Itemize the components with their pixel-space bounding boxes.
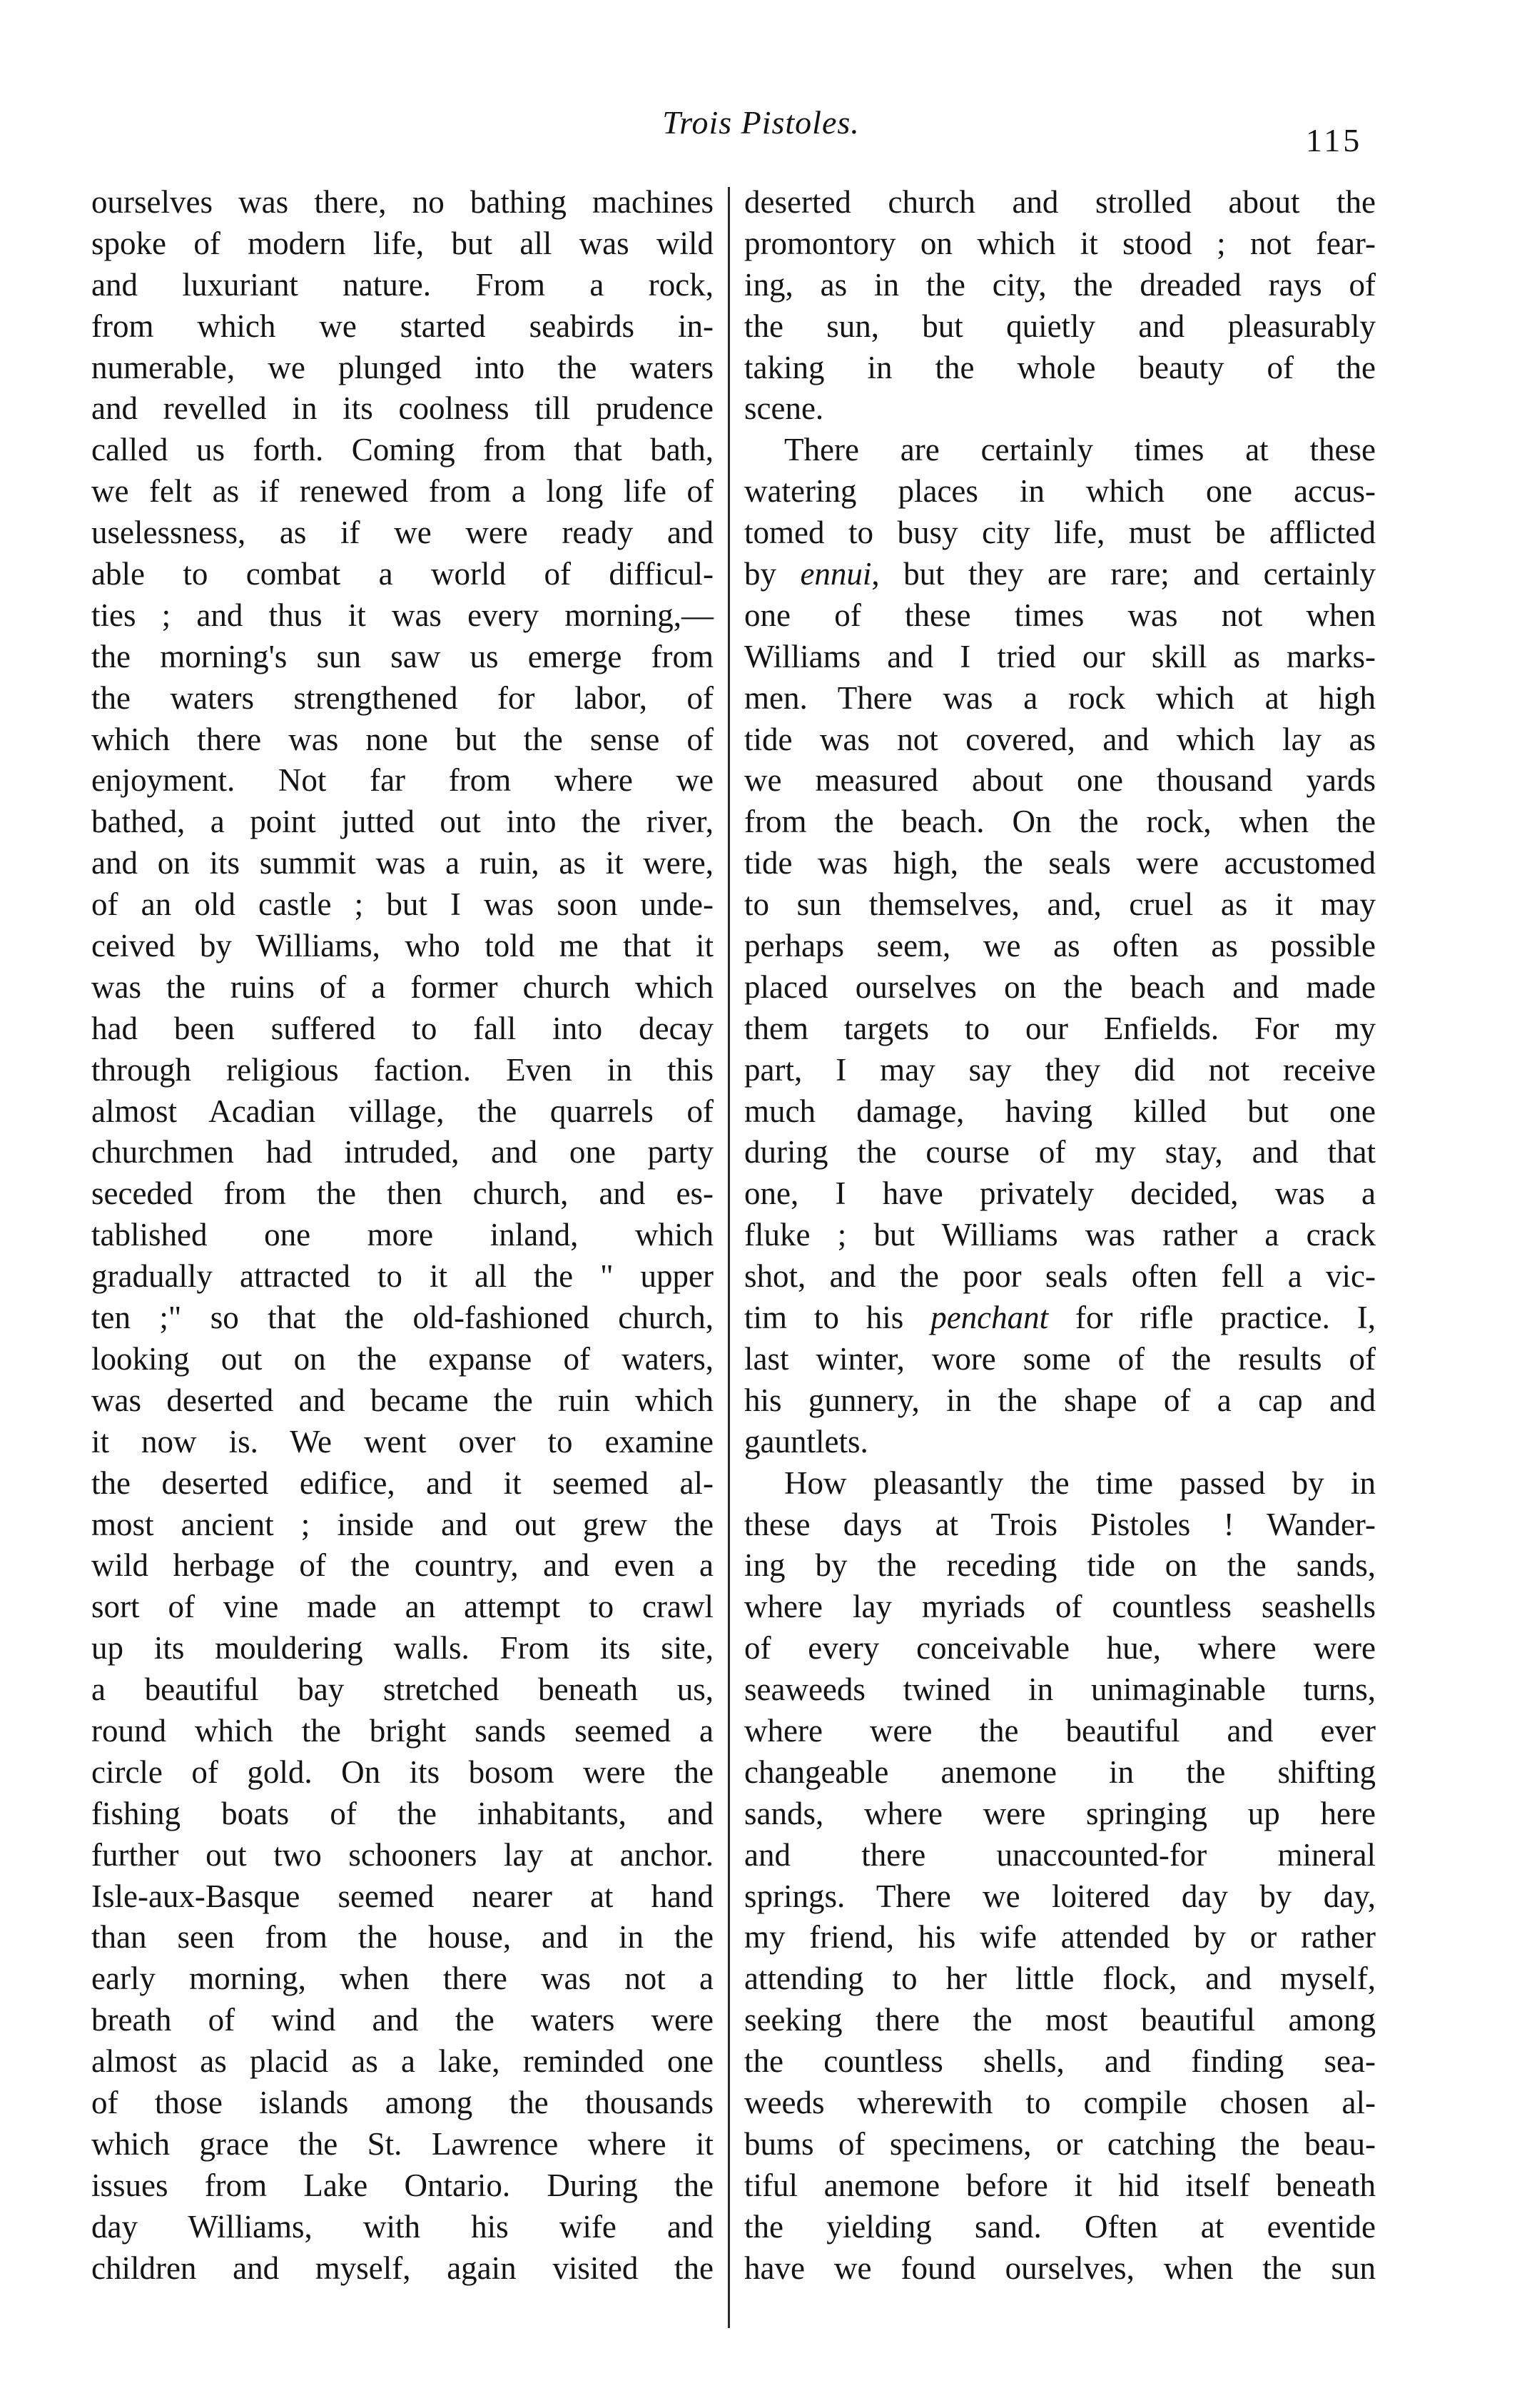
page-number: 115 <box>1306 122 1363 158</box>
text-line: the countless shells, and finding sea- <box>744 2043 1376 2080</box>
text-line: tomed to busy city life, must be afflicted <box>744 515 1376 551</box>
text-line: the morning's sun saw us emerge from <box>91 638 714 674</box>
text-line: There are certainly times at these <box>784 432 1376 468</box>
text-line: which there was none but the sense of <box>91 721 714 757</box>
text-line: tide was high, the seals were accustomed <box>744 845 1376 881</box>
column-divider <box>728 187 730 2328</box>
text-line: scene. <box>744 390 824 427</box>
text-line: round which the bright sands seemed a <box>91 1712 714 1749</box>
text-line: it now is. We went over to examine <box>91 1423 714 1460</box>
text-line: breath of wind and the waters were <box>91 2002 714 2038</box>
running-head-title: Trois Pistoles. <box>662 104 860 141</box>
text-line: seceded from the then church, and es- <box>91 1175 714 1212</box>
text-line: Williams and I tried our skill as marks- <box>744 638 1376 674</box>
text-line: last winter, wore some of the results of <box>744 1340 1376 1377</box>
text-line: wild herbage of the country, and even a <box>91 1547 714 1584</box>
text-line: seaweeds twined in unimaginable turns, <box>744 1671 1376 1708</box>
text-line: much damage, having killed but one <box>744 1093 1376 1129</box>
text-line: tim to his penchant for rifle practice. I, <box>744 1300 1376 1336</box>
text-line: promontory on which it stood ; not fear- <box>744 225 1376 261</box>
text-line: perhaps seem, we as often as possible <box>744 928 1376 964</box>
text-line: fluke ; but Williams was rather a crack <box>744 1217 1376 1253</box>
text-line: shot, and the poor seals often fell a vic- <box>744 1258 1376 1295</box>
text-line: seeking there the most beautiful among <box>744 2002 1376 2038</box>
text-line: the yielding sand. Often at eventide <box>744 2208 1376 2245</box>
text-line: of every conceivable hue, where were <box>744 1630 1376 1666</box>
left-text-column <box>91 182 714 2289</box>
text-line: looking out on the expanse of waters, <box>91 1340 714 1377</box>
text-line: men. There was a rock which at high <box>744 679 1376 716</box>
text-line: had been suffered to fall into decay <box>91 1010 714 1046</box>
text-line: gauntlets. <box>744 1423 868 1460</box>
text-line: by ennui, but they are rare; and certainly <box>744 556 1376 592</box>
text-line: most ancient ; inside and out grew the <box>91 1506 714 1542</box>
text-line: and luxuriant nature. From a rock, <box>91 266 714 303</box>
text-line: his gunnery, in the shape of a cap and <box>744 1382 1376 1418</box>
text-line: children and myself, again visited the <box>91 2250 714 2286</box>
text-line: ing, as in the city, the dreaded rays of <box>744 266 1376 303</box>
text-line: was the ruins of a former church which <box>91 968 714 1005</box>
text-line: almost Acadian village, the quarrels of <box>91 1093 714 1129</box>
text-line: sands, where were springing up here <box>744 1795 1376 1831</box>
text-line: uselessness, as if we were ready and <box>91 515 714 551</box>
text-line: which grace the St. Lawrence where it <box>91 2125 714 2162</box>
text-line: to sun themselves, and, cruel as it may <box>744 886 1376 923</box>
text-line: have we found ourselves, when the sun <box>744 2250 1376 2286</box>
right-text-column <box>744 182 1376 2289</box>
text-line: the deserted edifice, and it seemed al- <box>91 1464 714 1501</box>
text-line: sort of vine made an attempt to crawl <box>91 1589 714 1625</box>
text-line: we measured about one thousand yards <box>744 762 1376 799</box>
text-line: circle of gold. On its bosom were the <box>91 1754 714 1790</box>
text-line: my friend, his wife attended by or rather <box>744 1919 1376 1956</box>
text-line: tiful anemone before it hid itself beneath <box>744 2167 1376 2203</box>
text-line: enjoyment. Not far from where we <box>91 762 714 799</box>
text-line: during the course of my stay, and that <box>744 1134 1376 1170</box>
text-line: fishing boats of the inhabitants, and <box>91 1795 714 1831</box>
text-line: one of these times was not when <box>744 597 1376 633</box>
text-line: was deserted and became the ruin which <box>91 1382 714 1418</box>
text-line: How pleasantly the time passed by in <box>784 1464 1376 1501</box>
text-line: ceived by Williams, who told me that it <box>91 928 714 964</box>
text-line: ing by the receding tide on the sands, <box>744 1547 1376 1584</box>
text-line: from which we started seabirds in- <box>91 308 714 344</box>
text-line: of those islands among the thousands <box>91 2084 714 2120</box>
text-line: one, I have privately decided, was a <box>744 1175 1376 1212</box>
text-line: through religious faction. Even in this <box>91 1051 714 1088</box>
text-line: where were the beautiful and ever <box>744 1712 1376 1749</box>
text-line: ties ; and thus it was every morning,— <box>91 597 714 633</box>
text-line: of an old castle ; but I was soon unde- <box>91 886 714 923</box>
text-line: churchmen had intruded, and one party <box>91 1134 714 1170</box>
text-line: these days at Trois Pistoles ! Wander- <box>744 1506 1376 1542</box>
text-line: bums of specimens, or catching the beau- <box>744 2125 1376 2162</box>
text-line: we felt as if renewed from a long life of <box>91 473 714 510</box>
text-line: day Williams, with his wife and <box>91 2208 714 2245</box>
text-line: changeable anemone in the shifting <box>744 1754 1376 1790</box>
text-line: a beautiful bay stretched beneath us, <box>91 1671 714 1708</box>
text-line: spoke of modern life, but all was wild <box>91 225 714 261</box>
text-line: able to combat a world of difficul- <box>91 556 714 592</box>
text-line: the waters strengthened for labor, of <box>91 679 714 716</box>
text-line: part, I may say they did not receive <box>744 1051 1376 1088</box>
text-line: further out two schooners lay at anchor. <box>91 1836 714 1873</box>
text-line: and on its summit was a ruin, as it were, <box>91 845 714 881</box>
text-line: numerable, we plunged into the waters <box>91 349 714 385</box>
text-line: almost as placid as a lake, reminded one <box>91 2043 714 2080</box>
text-line: them targets to our Enfields. For my <box>744 1010 1376 1046</box>
text-line: called us forth. Coming from that bath, <box>91 432 714 468</box>
text-line: issues from Lake Ontario. During the <box>91 2167 714 2203</box>
text-line: taking in the whole beauty of the <box>744 349 1376 385</box>
text-line: deserted church and strolled about the <box>744 184 1376 220</box>
text-line: ten ;" so that the old-fashioned church, <box>91 1300 714 1336</box>
text-line: where lay myriads of countless seashells <box>744 1589 1376 1625</box>
text-line: attending to her little flock, and myself, <box>744 1961 1376 1997</box>
text-line: bathed, a point jutted out into the river, <box>91 804 714 840</box>
text-line: watering places in which one accus- <box>744 473 1376 510</box>
text-line: Isle-aux-Basque seemed nearer at hand <box>91 1878 714 1914</box>
text-line: ourselves was there, no bathing machines <box>91 184 714 220</box>
text-line: up its mouldering walls. From its site, <box>91 1630 714 1666</box>
text-line: tablished one more inland, which <box>91 1217 714 1253</box>
text-line: from the beach. On the rock, when the <box>744 804 1376 840</box>
text-line: than seen from the house, and in the <box>91 1919 714 1956</box>
text-line: early morning, when there was not a <box>91 1961 714 1997</box>
text-line: tide was not covered, and which lay as <box>744 721 1376 757</box>
text-line: weeds wherewith to compile chosen al- <box>744 2084 1376 2120</box>
text-line: and revelled in its coolness till prudence <box>91 390 714 427</box>
text-line: springs. There we loitered day by day, <box>744 1878 1376 1914</box>
text-line: gradually attracted to it all the " upper <box>91 1258 714 1295</box>
text-line: placed ourselves on the beach and made <box>744 968 1376 1005</box>
text-line: the sun, but quietly and pleasurably <box>744 308 1376 344</box>
text-line: and there unaccounted-for mineral <box>744 1836 1376 1873</box>
